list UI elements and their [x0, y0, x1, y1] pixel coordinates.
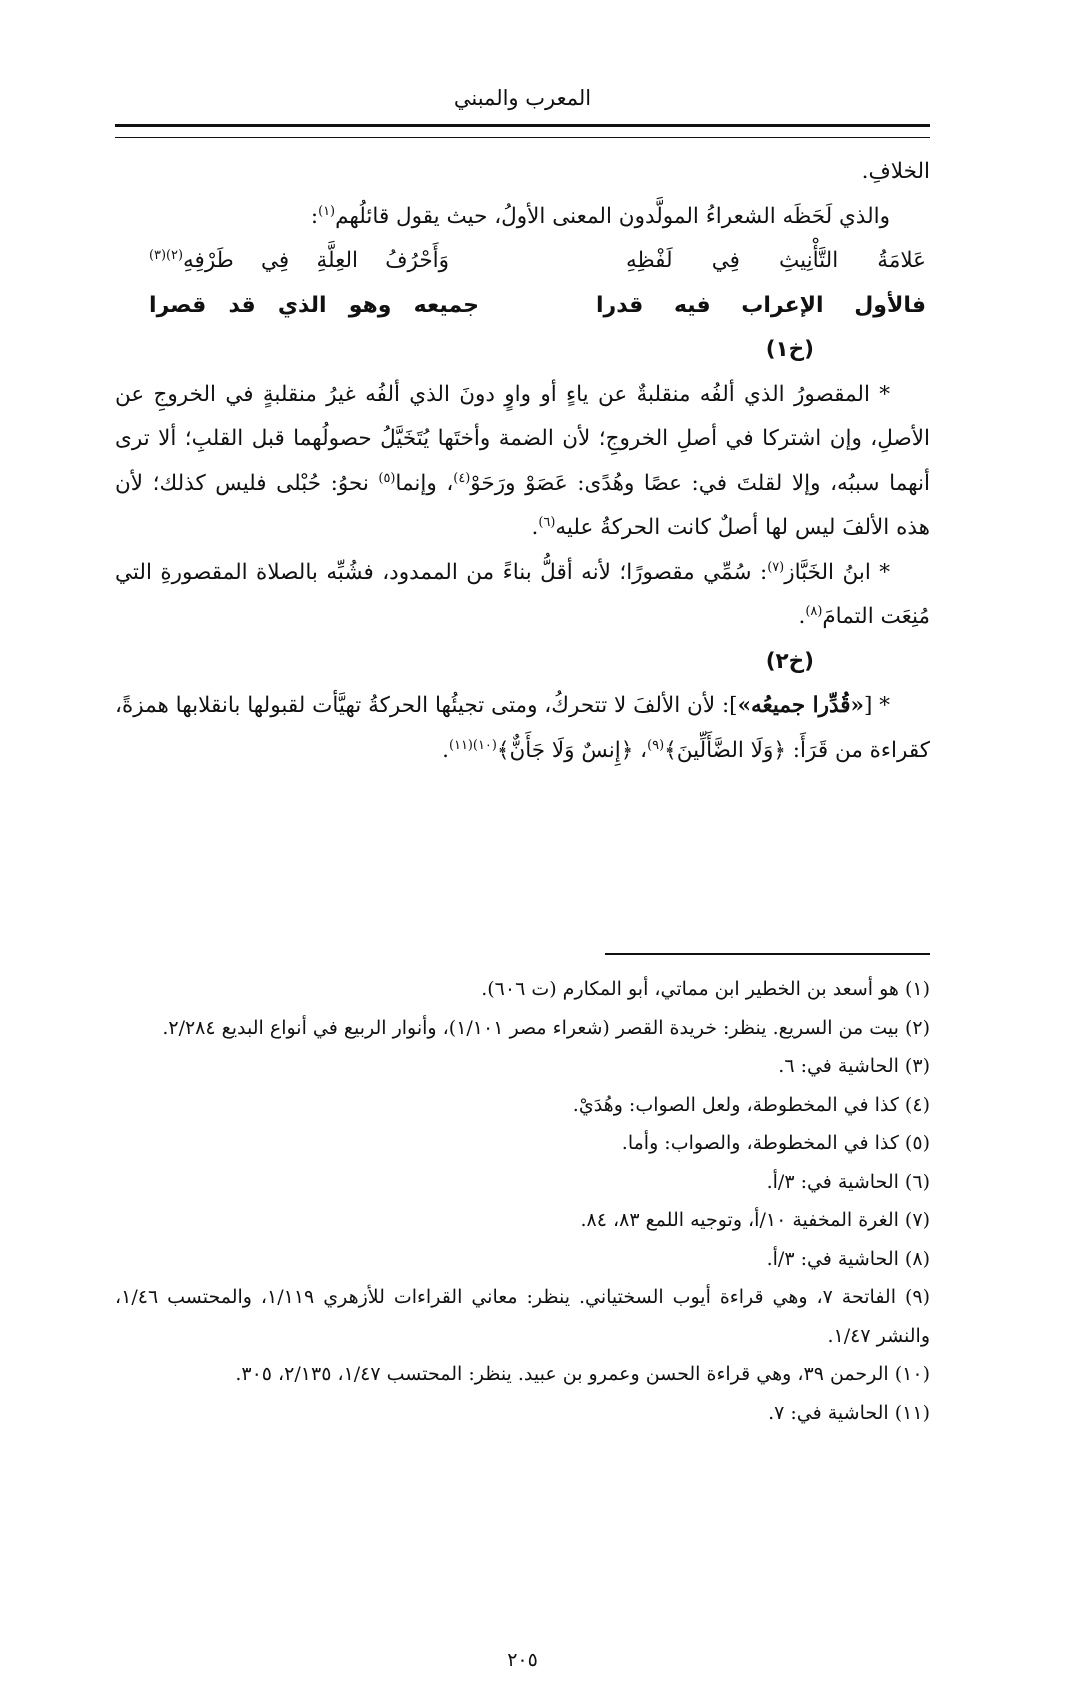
verse-word: الإعراب: [741, 292, 824, 318]
verse-word: وَأَحْرُفُ: [385, 248, 449, 273]
para-text: .: [442, 737, 449, 763]
verse-1-first-hemistich: [626, 239, 926, 284]
paragraph-ibn-khabbaz: [115, 551, 930, 640]
verse-word: قصرا: [149, 292, 207, 318]
header-rule-thin: [115, 137, 930, 138]
para-text: .: [531, 515, 539, 540]
verse-word: فيه: [673, 292, 711, 318]
verse-word: قد: [228, 292, 256, 318]
verse-word: فالأول: [854, 292, 926, 318]
verse-word: وهو: [348, 292, 392, 318]
footnote-ref-7: (٧): [767, 559, 785, 575]
verse-word: عَلامَةُ: [877, 248, 926, 273]
footnotes: [115, 970, 930, 1432]
footnote-ref-4: (٤): [453, 470, 471, 486]
para-text: ]: لأن الألفَ لا تتحركُ، ومتى تجيئُها الحركةُ تهيَّأت لقبولها بانقلابها همزةً، كقراءة من قَرَأَ: ﴿وَلَا الضَّأَلِّينَ﴾: [115, 693, 930, 763]
section-label-kh1: (خ١): [765, 337, 814, 362]
footnote-ref-6: (٦): [538, 514, 556, 530]
intro-tail: :: [310, 203, 319, 229]
footnote-5: (٥) كذا في المخطوطة، والصواب: وأما.: [621, 1132, 930, 1154]
quoted-phrase: «قُدِّرا جميعُه»: [737, 693, 864, 718]
line-khilaf: الخلافِ.: [861, 159, 930, 184]
verse-1-second-hemistich: [149, 239, 449, 284]
footnote-6: (٦) الحاشية في: ٣/أ.: [766, 1170, 930, 1193]
footnote-ref-8: (٨): [805, 603, 823, 619]
para-text: : سُمِّي مقصورًا؛ لأنه أقلُّ بناءً من الممدود، فشُبِّه بالصلاة المقصورةِ التي مُنِعَت التمامَ: [115, 559, 930, 629]
para-text: ، ﴿إِنسٌ وَلَا جَأَنٌّ﴾: [496, 737, 648, 763]
footnote-8: (٨) الحاشية في: ٣/أ.: [766, 1247, 930, 1270]
verse-word: طَرْفِهِ: [183, 248, 234, 273]
verse-word: جميعه: [413, 292, 479, 318]
verse-word: الذي: [277, 292, 327, 318]
verse-word: التَّأْنِيثِ: [779, 248, 839, 273]
footnote-ref-1: (١): [318, 203, 336, 219]
header-rule-thick: [115, 124, 930, 127]
para-text: * [: [863, 693, 890, 718]
paragraph-maqsur: [115, 373, 930, 551]
verse-word: لَفْظِهِ: [626, 248, 673, 273]
footnote-ref-5: (٥): [378, 470, 396, 486]
para-text: .: [798, 604, 806, 629]
intro-text: والذي لَحَظَه الشعراءُ المولَّدون المعنى الأولُ، حيث يقول قائلُهم: [335, 203, 890, 229]
footnote-9: (٩) الفاتحة ٧، وهي قراءة أيوب السختياني. ينظر: معاني القراءات للأزهري ١/١١٩، والمحتسب ١/٤٦، والنشر ١/٤٧.: [115, 1286, 930, 1347]
footnote-separator: [605, 953, 930, 955]
para-text: ، وإنما: [395, 470, 454, 496]
verse-line-2: [115, 284, 930, 329]
running-title: المعرب والمبني: [453, 86, 592, 110]
page-number: ٢٠٥: [507, 1649, 538, 1671]
footnote-3: (٣) الحاشية في: ٦.: [778, 1055, 930, 1077]
verse-word: فِي: [711, 248, 740, 273]
main-text: [115, 150, 930, 773]
footnote-ref-10-11: (١٠)(١١): [449, 737, 497, 753]
footnote-2: (٢) بيت من السريع. ينظر: خريدة القصر (شعراء مصر ١/١٠١)، وأنوار الربيع في أنواع البديع ٢/٢٨٤.: [162, 1016, 930, 1039]
paragraph-quddira: [115, 684, 930, 773]
footnote-ref-9: (٩): [647, 737, 665, 753]
verse-2-second-hemistich: [149, 284, 479, 329]
para-text: * ابنُ الخَبَّاز: [784, 559, 890, 585]
para-text: * المقصورُ الذي ألفُه منقلبةٌ عن ياءٍ أو واوٍ دونَ الذي ألفُه غيرُ منقلبةٍ في الخروجِ عن الأصلِ، وإن اشتركا في أصلِ الخروجِ؛ لأن الضمة وأختَها يُتَخَيَّلُ حصولُهما قبل القلبِ؛ ألا ترى أنهما سببُه، وإلا لقلتَ في: عصًا وهُدًى: عَصَوْ ورَحَوْ: [115, 381, 930, 496]
footnote-10: (١٠) الرحمن ٣٩، وهي قراءة الحسن وعمرو بن عبيد. ينظر: المحتسب ١/٤٧، ٢/١٣٥، ٣٠٥.: [235, 1363, 930, 1385]
intro-paragraph: [115, 195, 930, 240]
verse-word-last: [149, 239, 234, 284]
footnote-7: (٧) الغرة المخفية ١٠/أ، وتوجيه اللمع ٨٣، ٨٤.: [580, 1209, 930, 1231]
para-text: نحوُ: حُبْلى فليس كذلك؛ لأن هذه الألفَ ليس لها أصلٌ كانت الحركةُ عليه: [115, 470, 930, 540]
verse-line-1: [115, 239, 930, 284]
footnote-ref-2-3: (٢)(٣): [149, 247, 184, 263]
footnote-11: (١١) الحاشية في: ٧.: [768, 1401, 930, 1424]
footnote-1: (١) هو أسعد بن الخطير ابن مماتي، أبو المكارم (ت ٦٠٦).: [481, 978, 930, 1000]
verse-2-first-hemistich: [596, 284, 926, 329]
section-label-kh2: (خ٢): [765, 648, 814, 674]
footnote-4: (٤) كذا في المخطوطة، ولعل الصواب: وهُدَيْ.: [572, 1093, 930, 1116]
verse-word: قدرا: [596, 292, 644, 318]
verse-word: العِلَّةِ: [316, 248, 358, 273]
verse-word: فِي: [261, 248, 290, 273]
